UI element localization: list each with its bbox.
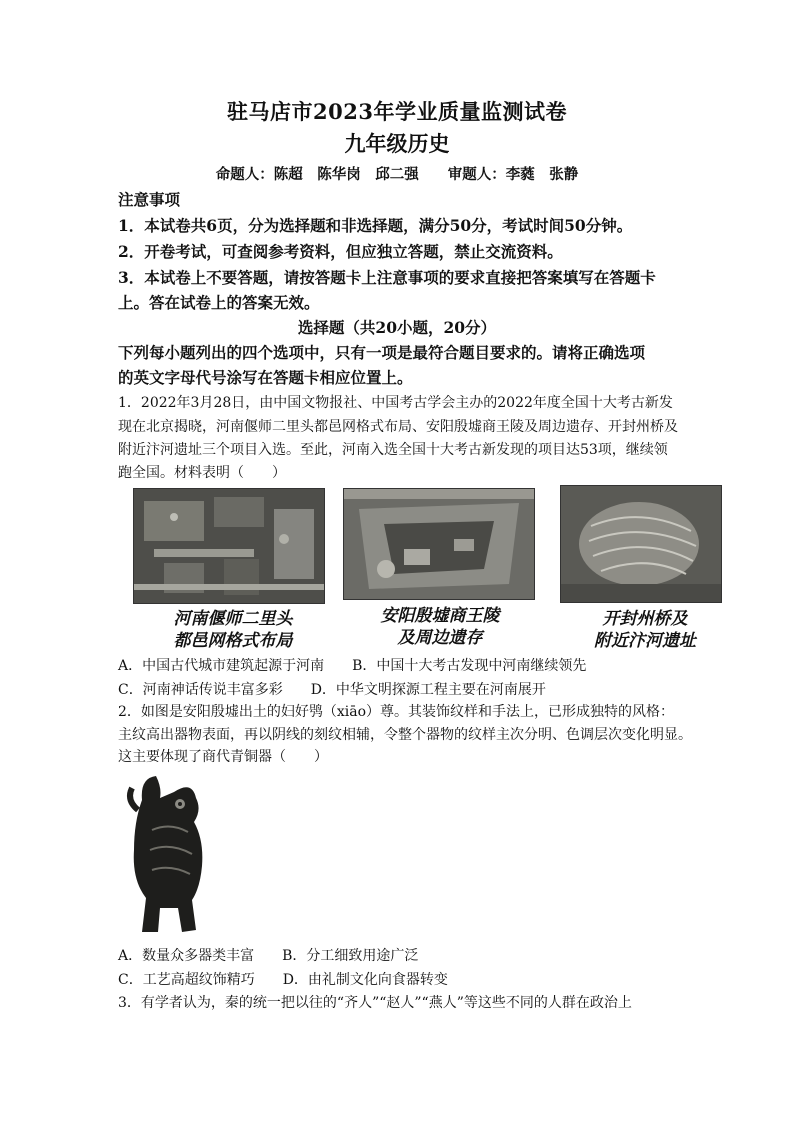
q2-stem: 2．如图是安阳殷墟出土的妇好鸮（xiāo）尊。其装饰纹样和手法上，已形成独特的风格： xyxy=(118,704,675,720)
owl-zun-image xyxy=(122,770,212,936)
photo-caption xyxy=(560,608,730,652)
notice-item: 2．开卷考试，可查阅参考资料，但应独立答题，禁止交流资料。 xyxy=(118,242,563,261)
photo-caption xyxy=(355,605,525,649)
zhouqiao-site-photo xyxy=(560,485,722,603)
q2-stem: 主纹高出器物表面，再以阴线的刻纹相辅，令整个器物的纹样主次分明、色调层次变化明显。 xyxy=(118,727,692,743)
q2-stem: 这主要体现了商代青铜器（ ） xyxy=(118,749,328,765)
yinxu-tomb-photo xyxy=(343,488,535,600)
section-instruction: 的英文字母代号涂写在答题卡相应位置上。 xyxy=(118,368,413,387)
caption-line: 开封州桥及 xyxy=(602,609,688,629)
notice-item: 上。答在试卷上的答案无效。 xyxy=(118,293,320,312)
q3-stem: 3．有学者认为，秦的统一把以往的“齐人”“赵人”“燕人”等这些不同的人群在政治上 xyxy=(118,995,632,1011)
caption-line: 及周边遗存 xyxy=(397,628,483,648)
q1-options: A．中国古代城市建筑起源于河南 B．中国十大考古发现中河南继续领先 xyxy=(118,658,587,674)
section-instruction: 下列每小题列出的四个选项中，只有一项是最符合题目要求的。请将正确选项 xyxy=(118,343,646,362)
caption-line: 安阳殷墟商王陵 xyxy=(380,606,500,626)
notice-item: 3．本试卷上不要答题，请按答题卡上注意事项的要求直接把答案填写在答题卡 xyxy=(118,268,656,287)
notice-heading: 注意事项 xyxy=(118,190,181,209)
q2-options: A．数量众多器类丰富 B．分工细致用途广泛 xyxy=(118,948,419,964)
q1-stem: 1．2022年3月28日，由中国文物报社、中国考古学会主办的2022年度全国十大考古新发 xyxy=(118,395,673,411)
exam-subject: 九年级历史 xyxy=(344,131,450,156)
caption-line: 河南偃师二里头 xyxy=(173,609,293,629)
q1-stem: 附近汴河遗址三个项目入选。至此，河南入选全国十大考古新发现的项目达53项，继续领 xyxy=(118,442,668,458)
caption-line: 都邑网格式布局 xyxy=(173,631,293,651)
caption-line: 附近汴河遗址 xyxy=(594,631,696,651)
q1-stem: 现在北京揭晓，河南偃师二里头都邑网格式布局、安阳殷墟商王陵及周边遗存、开封州桥及 xyxy=(118,419,678,435)
section-title: 选择题（共20小题，20分） xyxy=(297,318,497,337)
q1-stem: 跑全国。材料表明（ ） xyxy=(118,465,286,481)
q1-options: C．河南神话传说丰富多彩 D．中华文明探源工程主要在河南展开 xyxy=(118,682,546,698)
exam-title: 驻马店市2023年学业质量监测试卷 xyxy=(227,99,567,124)
authors-line: 命题人：陈超 陈华岗 邱二强 审题人：李蕤 张静 xyxy=(215,166,579,183)
q2-options: C．工艺高超纹饰精巧 D．由礼制文化向食器转变 xyxy=(118,972,448,988)
photo-caption xyxy=(148,608,318,652)
notice-item: 1．本试卷共6页，分为选择题和非选择题，满分50分，考试时间50分钟。 xyxy=(118,216,633,235)
erlitou-site-photo xyxy=(133,488,325,604)
